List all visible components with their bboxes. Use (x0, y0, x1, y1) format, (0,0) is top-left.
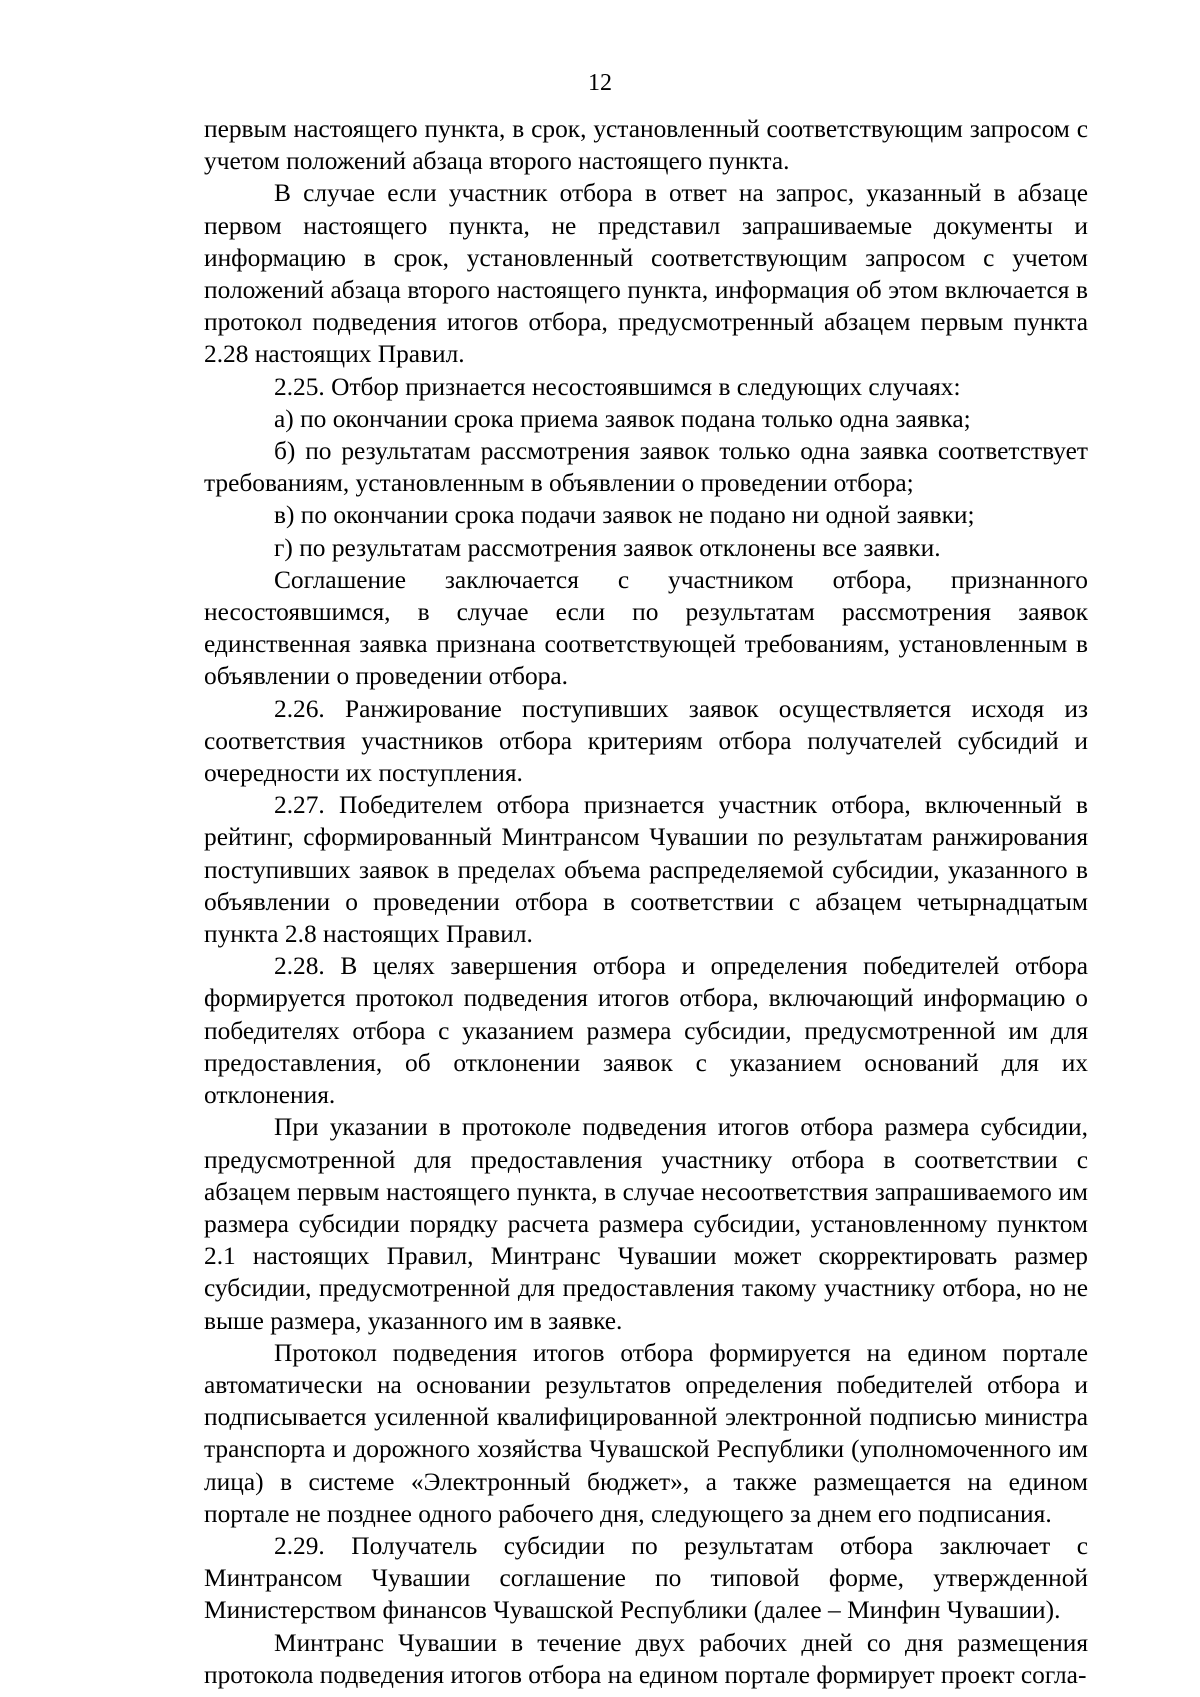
paragraph: Протокол подведения итогов отбора формируется на едином портале автоматически на основании результатов определения победителей отбора и подписывается усиленной квалифицированной электронной подписью министра транспорта и дорожного хозяйства Чувашской Республики (уполномоченного им лица) в системе «Электронный бюджет», а также размещается на едином портале не позднее одного рабочего дня, следующего за днем его подписания. (204, 1338, 1088, 1528)
paragraph: б) по результатам рассмотрения заявок только одна заявка соответствует требованиям, установленным в объявлении о проведении отбора; (204, 437, 1088, 498)
paragraph: 2.26. Ранжирование поступивших заявок осуществляется исходя из соответствия участников отбора критериям отбора получателей субсидий и очередности их поступления. (204, 694, 1088, 788)
paragraph: Минтранс Чувашии в течение двух рабочих дней со дня размещения протокола подведения итогов отбора на едином портале формирует проект согла- (204, 1628, 1088, 1689)
paragraph: 2.29. Получатель субсидии по результатам отбора заключает с Минтрансом Чувашии соглашение по типовой форме, утвержденной Министерством финансов Чувашской Республики (далее – Минфин Чувашии). (204, 1531, 1088, 1625)
paragraph: 2.27. Победителем отбора признается участник отбора, включенный в рейтинг, сформированный Минтрансом Чувашии по результатам ранжирования поступивших заявок в пределах объема распределяемой субсидии, указанного в объявлении о проведении отбора в соответствии с абзацем четырнадцатым пункта 2.8 настоящих Правил. (204, 791, 1088, 949)
paragraph: 2.25. Отбор признается несостоявшимся в следующих случаях: (274, 372, 961, 401)
paragraph: В случае если участник отбора в ответ на запрос, указанный в абзаце первом настоящего пункта, не представил запрашиваемые документы и информацию в срок, установленный соответствующим запросом с учетом положений абзаца второго настоящего пункта, информация об этом включается в протокол подведения итогов отбора, предусмотренный абзацем первым пункта 2.28 настоящих Правил. (204, 179, 1088, 369)
page-number: 12 (588, 70, 612, 96)
paragraph: первым настоящего пункта, в срок, установленный соответствующим запросом с учетом положений абзаца второго настоящего пункта. (204, 115, 1088, 176)
paragraph: 2.28. В целях завершения отбора и определения победителей отбора формируется протокол подведения итогов отбора, включающий информацию о победителях отбора с указанием размера субсидии, предусмотренной им для предоставления, об отклонении заявок с указанием оснований для их отклонения. (204, 952, 1088, 1110)
document-body (204, 113, 1088, 1691)
paragraph: г) по результатам рассмотрения заявок отклонены все заявки. (274, 533, 941, 562)
paragraph: в) по окончании срока подачи заявок не подано ни одной заявки; (274, 501, 975, 530)
paragraph: Соглашение заключается с участником отбора, признанного несостоявшимся, в случае если по результатам рассмотрения заявок единственная заявка признана соответствующей требованиям, установленным в объявлении о проведении отбора. (204, 565, 1088, 691)
paragraph: а) по окончании срока приема заявок подана только одна заявка; (274, 404, 971, 433)
paragraph: При указании в протоколе подведения итогов отбора размера субсидии, предусмотренной для предоставления участнику отбора в соответствии с абзацем первым настоящего пункта, в случае несоответствия запрашиваемого им размера субсидии порядку расчета размера субсидии, установленному пунктом 2.1 настоящих Правил, Минтранс Чувашии может скорректировать размер субсидии, предусмотренной для предоставления такому участнику отбора, но не выше размера, указанного им в заявке. (204, 1113, 1088, 1335)
